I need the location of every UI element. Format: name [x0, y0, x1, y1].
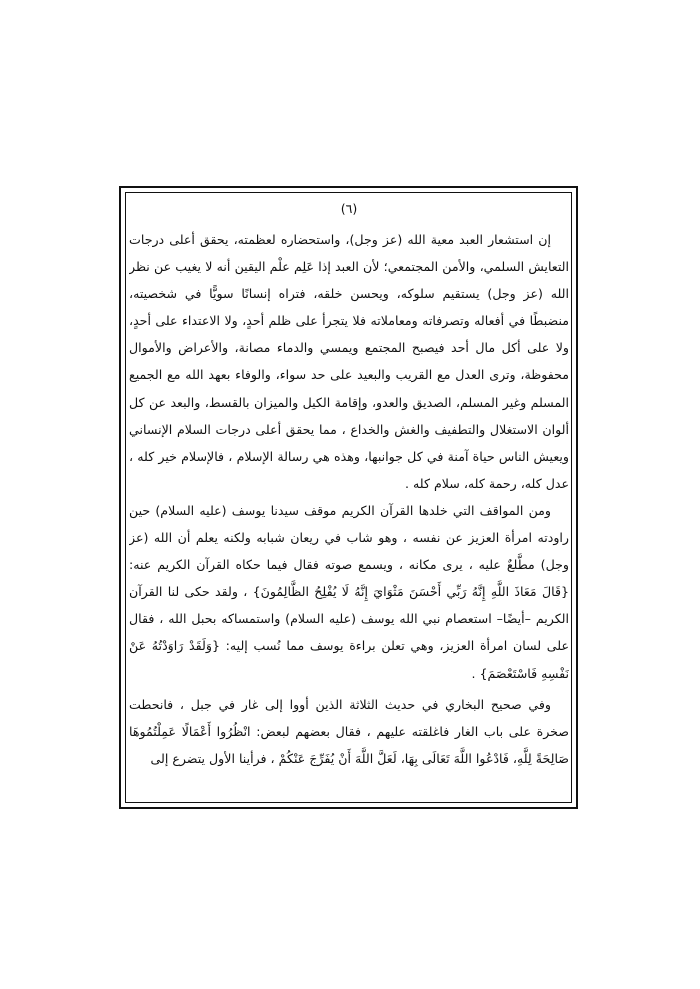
paragraph-1: إن استشعار العبد معية الله (عز وجل)، واستحضاره لعظمته، يحقق أعلى درجات التعايش السلمي، والأمن المجتمعي؛ لأن العبد إذا عَلِم علْم اليقين أنه لا يغيب عن نظر الله (عز وجل) يستقيم سلوكه، ويحسن خلقه، فتراه إنسانًا سويًّا في شخصيته، منضبطًا في أفعاله وتصرفاته ومعاملاته فلا يتجرأ على ظلم أحدٍ، ولا الاعتداء على أحدٍ، ولا على أكل مال أحد فيصبح المجتمع ويمسي والدماء مصانة، والأعراض والأموال محفوظة، وترى العدل مع القريب والبعيد على حد سواء، والوفاء بعهد الله مع الجميع المسلم وغير المسلم، الصديق والعدو، وإقامة الكيل والميزان بالقسط، والبعد عن كل ألوان الاستغلال والتطفيف والغش والخداع ، مما يحقق أعلى درجات السلام الإنساني ويعيش الناس حياة آمنة في كل جوانبها، وهذه هي رسالة الإسلام ، فالإسلام خير كله ، عدل كله، رحمة كله، سلام كله . — [129, 232, 569, 491]
page-content — [129, 198, 569, 798]
page-number: (٦) — [340, 201, 358, 216]
paragraph-2: ومن المواقف التي خلدها القرآن الكريم موقف سيدنا يوسف (عليه السلام) حين راودته امرأة العزيز عن نفسه ، وهو شاب في ريعان شبابه ولكنه يعلم أن الله (عز وجل) مطَّلعٌ عليه ، يرى مكانه ، ويسمع صوته فقال فيما حكاه القرآن الكريم عنه: {قَالَ مَعَاذَ اللَّهِ إِنَّهُ رَبِّي أَحْسَنَ مَثْوَايَ إِنَّهُ لَا يُفْلِحُ الظَّالِمُونَ} ، ولقد حكى لنا القرآن الكريم –أيضًا– استعصام نبي الله يوسف (عليه السلام) واستمساكه بحبل الله ، فقال على لسان امرأة العزيز، وهي تعلن براءة يوسف مما نُسب إليه: {وَلَقَدْ رَاوَدْتُهُ عَنْ نَفْسِهِ فَاسْتَعْصَمَ} . — [129, 502, 569, 681]
paragraph-3: وفي صحيح البخاري في حديث الثلاثة الذين أووا إلى غار في جبل ، فانحطت صخرة على باب الغار فاغلقته عليهم ، فقال بعضهم لبعض: انْظُرُوا أَعْمَالًا عَمِلْتُمُوهَا صَالِحَةً لِلَّهِ، فَادْعُوا اللَّهَ تَعَالَى بِهَا، لَعَلَّ اللَّهَ أَنْ يُفَرِّجَ عَنْكُمْ ، فرأينا الأول يتضرع إلى — [129, 696, 569, 766]
